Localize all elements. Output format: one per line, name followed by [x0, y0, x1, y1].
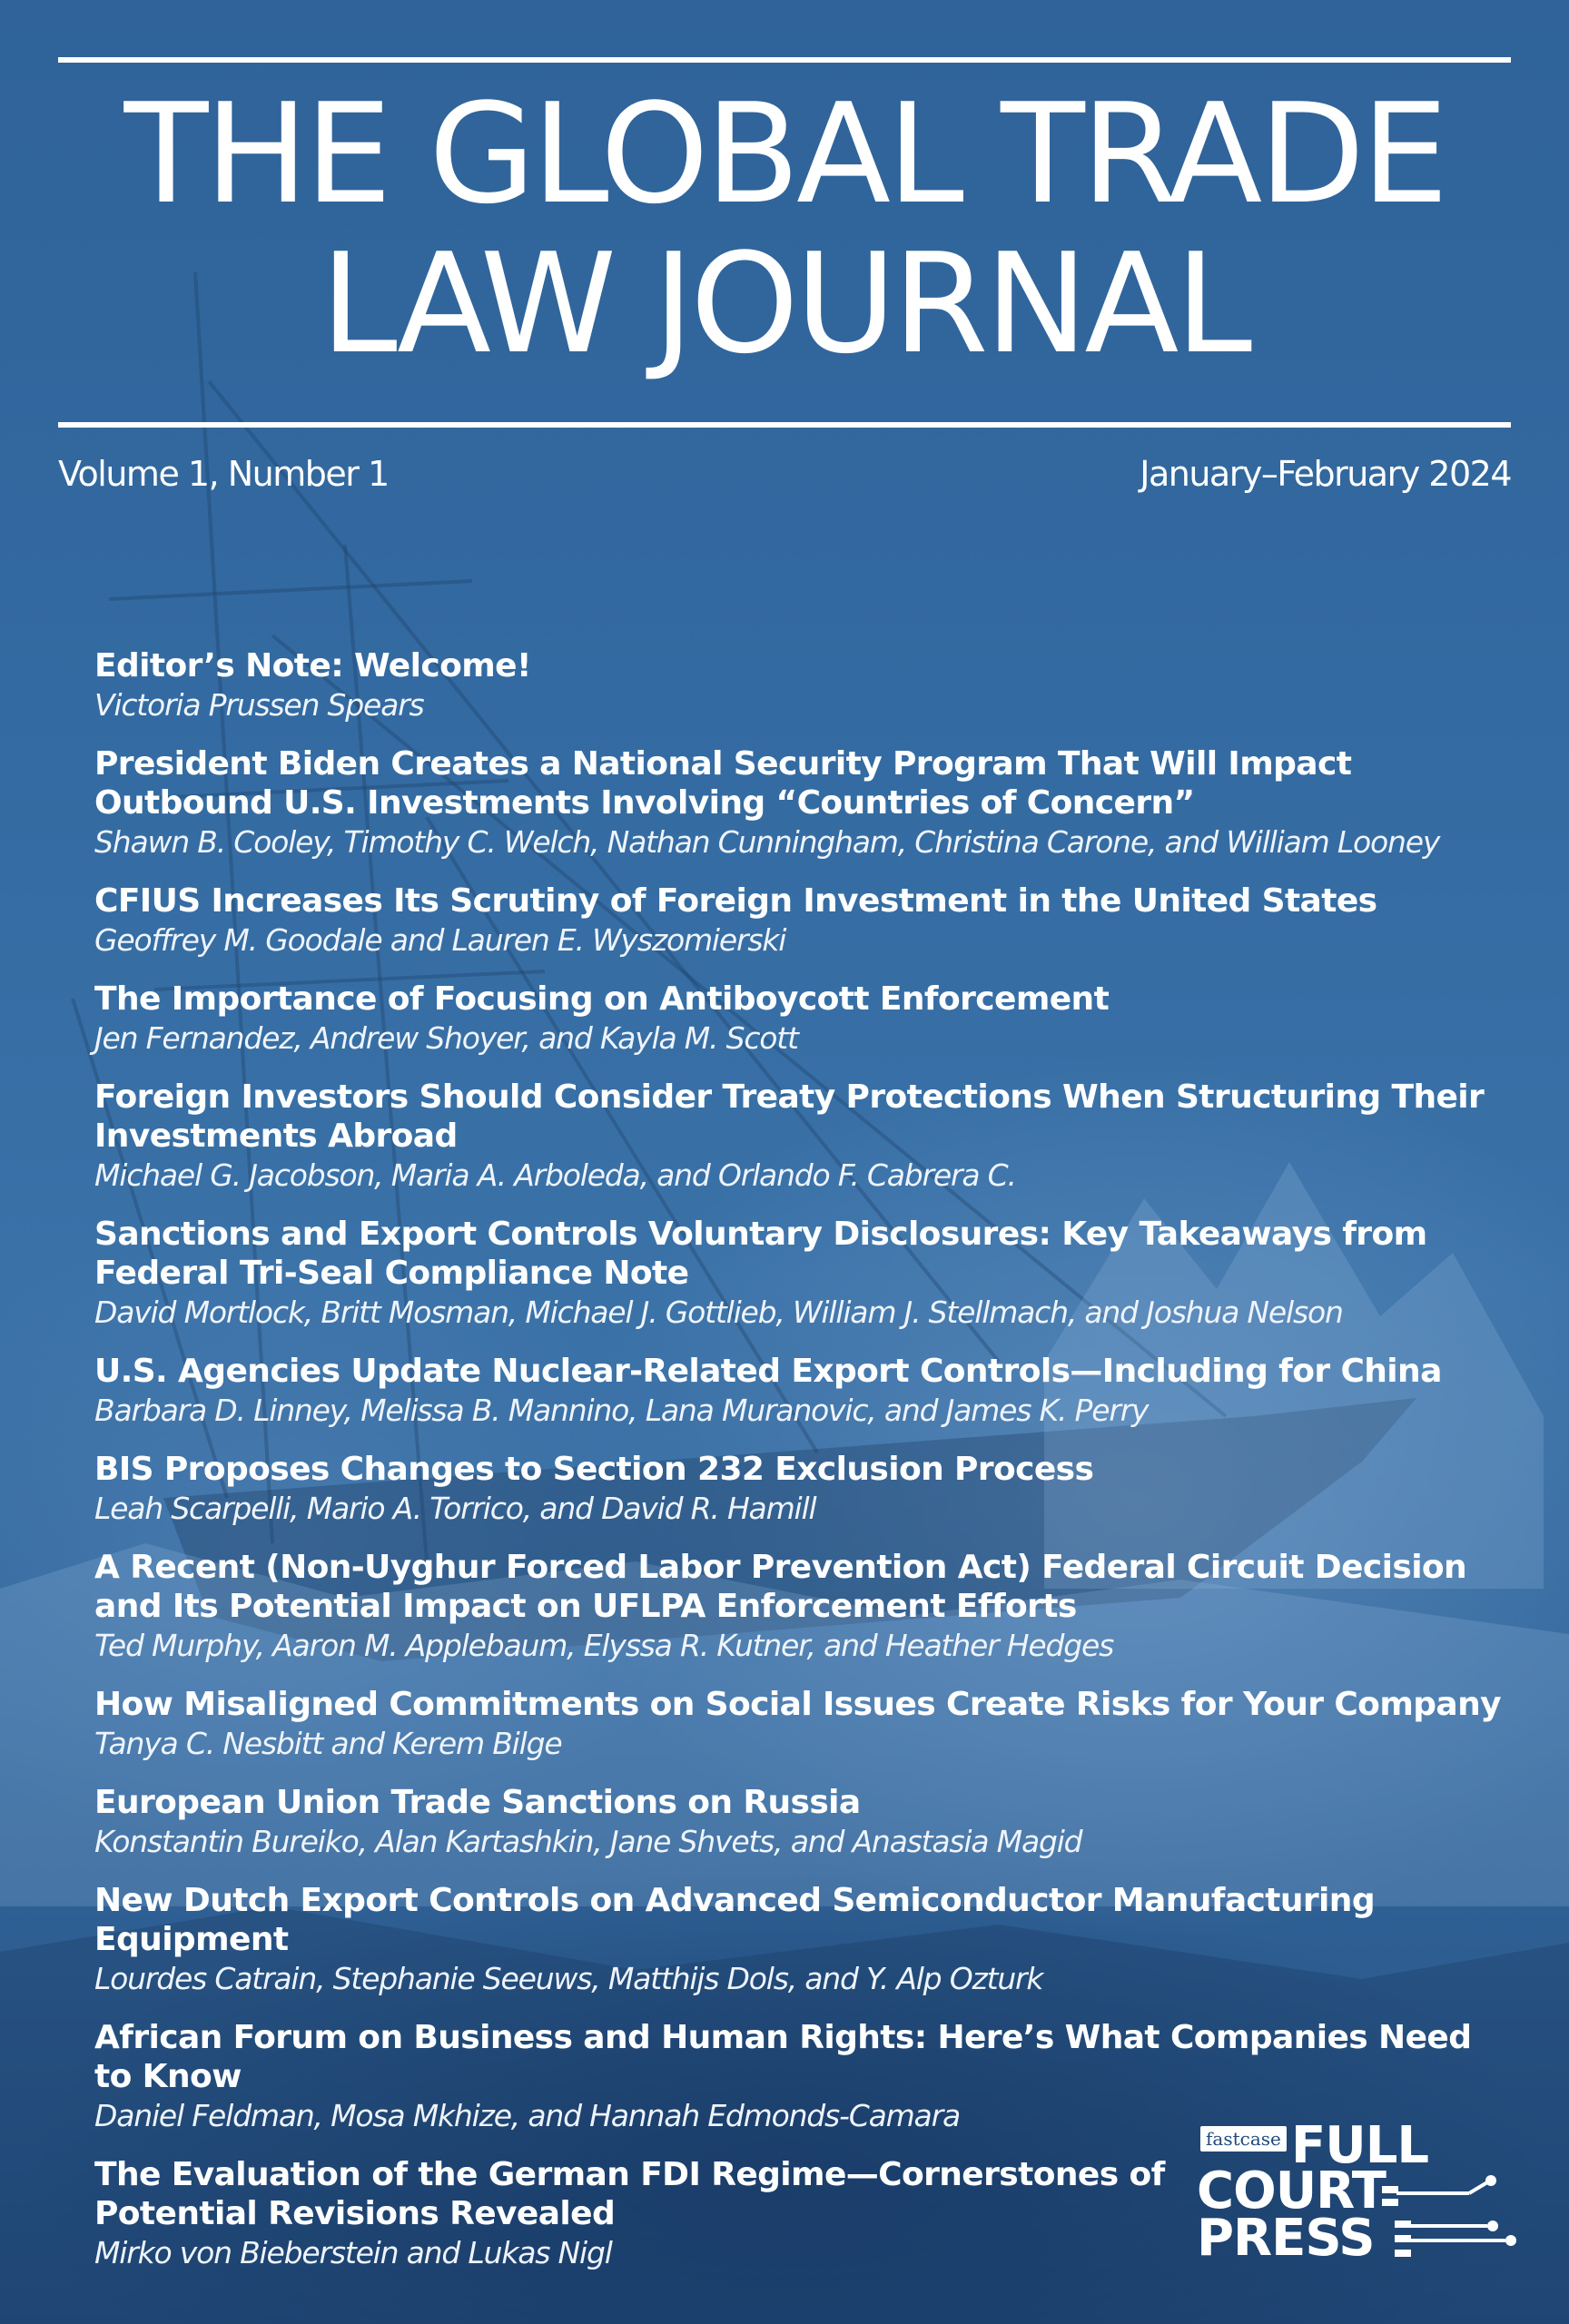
article-entry: [94, 1881, 1511, 1998]
article-entry: [94, 1450, 1511, 1528]
article-authors: Lourdes Catrain, Stephanie Seeuws, Matthijs Dols, and Y. Alp Ozturk: [94, 1961, 1043, 1996]
article-title: Sanctions and Export Controls Voluntary Disclosures: Key Takeaways from Federal Tri-Seal Compliance Note: [94, 1216, 1427, 1292]
article-title: The Importance of Focusing on Antiboycott Enforcement: [94, 980, 1110, 1018]
publisher-line-full: FULL: [1291, 2116, 1429, 2175]
article-authors: Shawn B. Cooley, Timothy C. Welch, Nathan Cunningham, Christina Carone, and William Looney: [94, 824, 1440, 860]
volume-number: Volume 1, Number 1: [58, 454, 389, 494]
article-entry: [94, 1215, 1511, 1332]
article-entry: [94, 1548, 1511, 1665]
article-title: African Forum on Business and Human Rights: Here’s What Companies Need to Know: [94, 2019, 1472, 2095]
article-authors: David Mortlock, Britt Mosman, Michael J. Gottlieb, William J. Stellmach, and Joshua Nelson: [94, 1295, 1343, 1330]
top-rule: [58, 57, 1511, 63]
article-authors: Konstantin Bureiko, Alan Kartashkin, Jane Shvets, and Anastasia Magid: [94, 1824, 1082, 1859]
article-title: The Evaluation of the German FDI Regime—Cornerstones of Potential Revisions Revealed: [94, 2156, 1165, 2232]
article-title: President Biden Creates a National Security Program That Will Impact Outbound U.S. Investments Involving “Countries of Concern”: [94, 745, 1352, 822]
article-authors: Barbara D. Linney, Melissa B. Mannino, Lana Muranovic, and James K. Perry: [94, 1393, 1149, 1428]
article-title: How Misaligned Commitments on Social Issues Create Risks for Your Company: [94, 1686, 1501, 1723]
article-authors: Jen Fernandez, Andrew Shoyer, and Kayla M. Scott: [94, 1020, 798, 1056]
article-entry: [94, 646, 1511, 724]
article-authors: Michael G. Jacobson, Maria A. Arboleda, and Orlando F. Cabrera C.: [94, 1157, 1016, 1193]
article-entry: [94, 1685, 1511, 1763]
article-authors: Mirko von Bieberstein and Lukas Nigl: [94, 2235, 612, 2270]
table-of-contents: [94, 646, 1511, 2292]
article-entry: [94, 1352, 1511, 1430]
article-title: BIS Proposes Changes to Section 232 Exclusion Process: [94, 1451, 1094, 1488]
article-title: U.S. Agencies Update Nuclear-Related Export Controls—Including for China: [94, 1353, 1442, 1390]
article-title: CFIUS Increases Its Scrutiny of Foreign Investment in the United States: [94, 882, 1377, 920]
article-entry: [94, 980, 1511, 1058]
article-title: Foreign Investors Should Consider Treaty Protections When Structuring Their Investments Abroad: [94, 1078, 1485, 1155]
article-title: European Union Trade Sanctions on Russia: [94, 1784, 861, 1821]
article-entry: [94, 744, 1511, 862]
article-authors: Geoffrey M. Goodale and Lauren E. Wyszomierski: [94, 922, 786, 958]
article-entry: [94, 1078, 1511, 1195]
fastcase-badge: fastcase: [1200, 2126, 1287, 2152]
article-entry: [94, 1783, 1511, 1861]
publisher-line-press: PRESS: [1197, 2209, 1375, 2268]
journal-title-line-1: THE GLOBAL TRADE: [123, 74, 1446, 234]
article-authors: Ted Murphy, Aaron M. Applebaum, Elyssa R. Kutner, and Heather Hedges: [94, 1628, 1114, 1663]
bottom-rule: [58, 422, 1511, 428]
publisher-line-court: COURT: [1197, 2162, 1386, 2221]
journal-title-line-2: LAW JOURNAL: [320, 223, 1249, 384]
article-entry: [94, 2155, 1166, 2272]
article-title: Editor’s Note: Welcome!: [94, 647, 531, 684]
issue-date: January–February 2024: [1140, 454, 1511, 494]
article-entry: [94, 881, 1511, 960]
publisher-logo: [1197, 2116, 1524, 2268]
article-authors: Tanya C. Nesbitt and Kerem Bilge: [94, 1726, 562, 1761]
article-title: New Dutch Export Controls on Advanced Semiconductor Manufacturing Equipment: [94, 1882, 1375, 1958]
article-authors: Daniel Feldman, Mosa Mkhize, and Hannah Edmonds-Camara: [94, 2098, 960, 2133]
article-title: A Recent (Non-Uyghur Forced Labor Prevention Act) Federal Circuit Decision and Its Potential Impact on UFLPA Enforcement Efforts: [94, 1549, 1467, 1625]
article-authors: Leah Scarpelli, Mario A. Torrico, and David R. Hamill: [94, 1491, 816, 1526]
article-authors: Victoria Prussen Spears: [94, 687, 424, 723]
